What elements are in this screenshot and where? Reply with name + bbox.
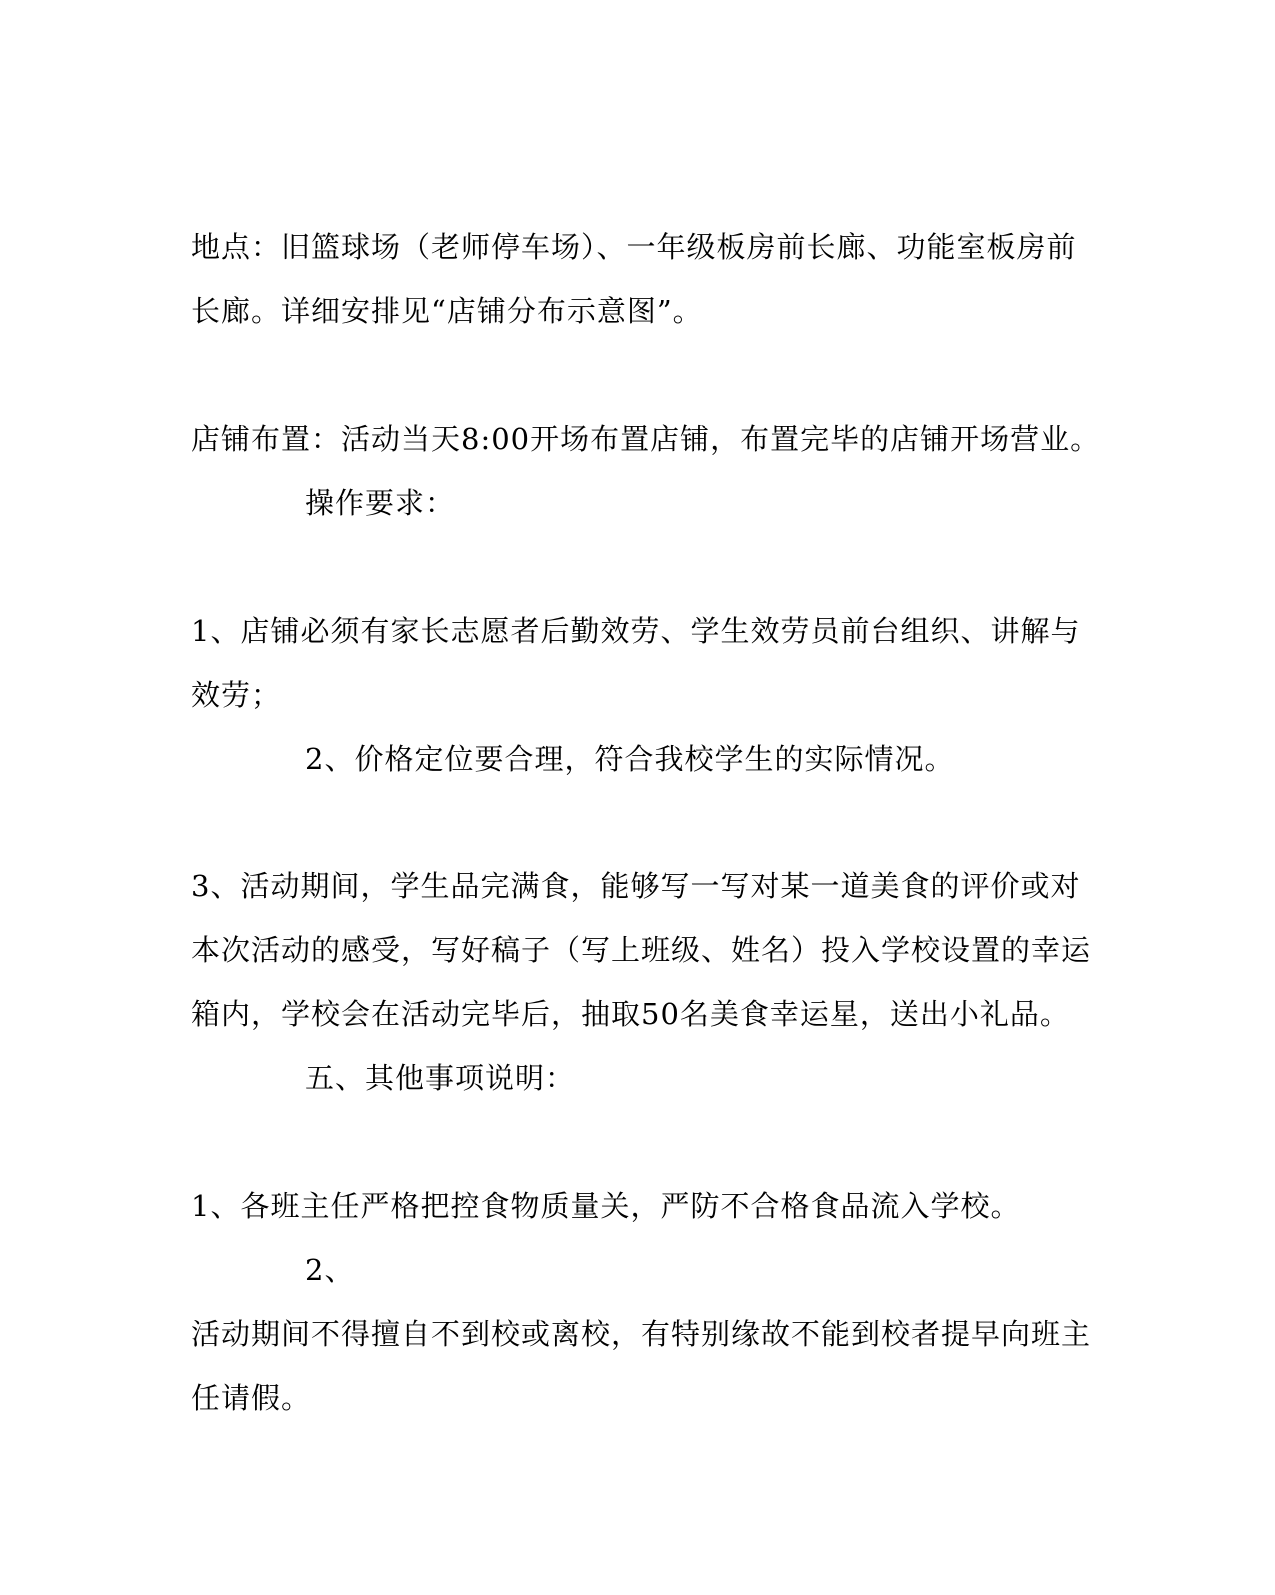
text-line: 3、活动期间，学生品完满食，能够写一写对某一道美食的评价或对 [191, 869, 1081, 903]
text-line: 2、 [305, 1253, 355, 1287]
text-line: 1、各班主任严格把控食物质量关，严防不合格食品流入学校。 [191, 1189, 1021, 1223]
text-line: 店铺布置：活动当天8:00开场布置店铺，布置完毕的店铺开场营业。 [191, 422, 1101, 456]
text-line: 活动期间不得擅自不到校或离校，有特别缘故不能到校者提早向班主 [191, 1317, 1092, 1351]
text-line: 任请假。 [191, 1381, 312, 1415]
text-line: 地点：旧篮球场（老师停车场）、一年级板房前长廊、功能室板房前 [191, 230, 1077, 264]
text-line: 本次活动的感受，写好稿子（写上班级、姓名）投入学校设置的幸运 [191, 933, 1092, 967]
text-line: 五、其他事项说明： [305, 1061, 576, 1095]
text-line: 2、价格定位要合理，符合我校学生的实际情况。 [305, 742, 955, 776]
text-line: 操作要求： [305, 486, 456, 520]
text-line: 1、店铺必须有家长志愿者后勤效劳、学生效劳员前台组织、讲解与 [191, 614, 1081, 648]
text-line: 效劳； [191, 678, 282, 712]
text-line: 箱内，学校会在活动完毕后，抽取50名美食幸运星，送出小礼品。 [191, 997, 1070, 1031]
text-line: 长廊。详细安排见“店铺分布示意图”。 [191, 294, 703, 328]
